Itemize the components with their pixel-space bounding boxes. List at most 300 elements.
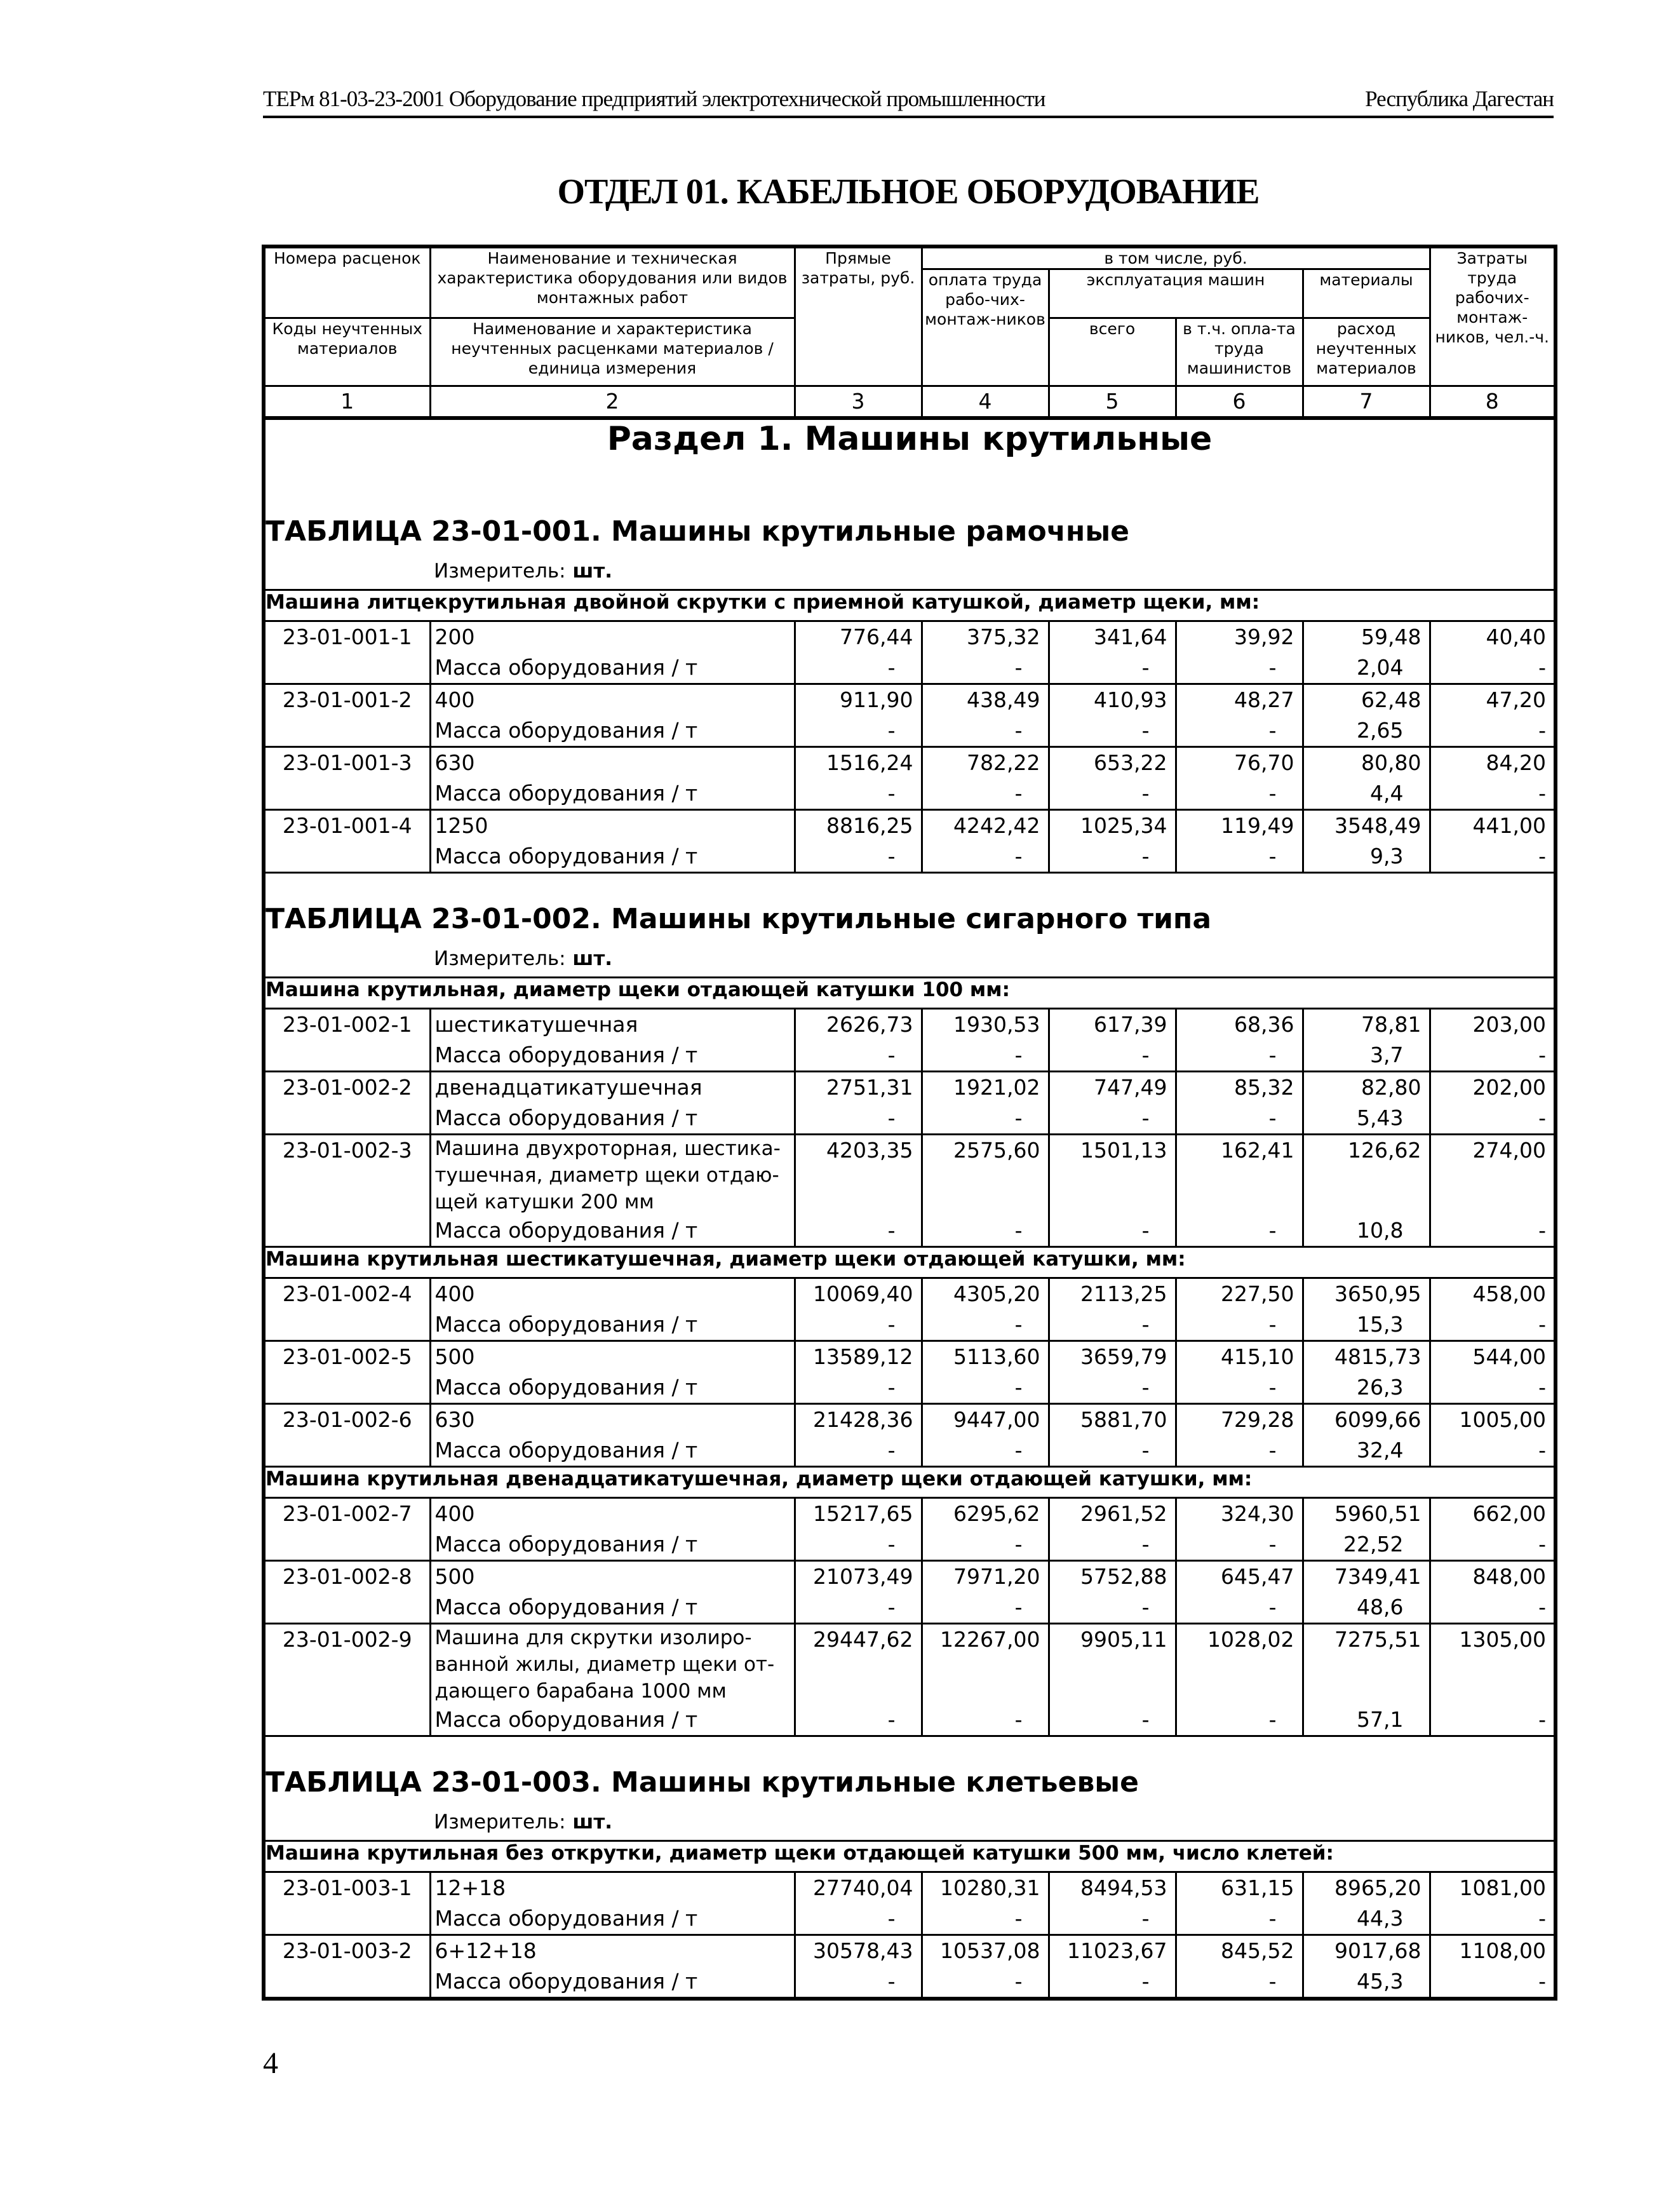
rate-code: 23-01-002-3 — [264, 1135, 430, 1216]
operator-pay: 85,32 — [1176, 1072, 1303, 1104]
mass-label: Масса оборудования / т — [430, 1435, 795, 1467]
rate-name: 400 — [430, 1278, 795, 1310]
mass-direct: - — [795, 1903, 922, 1935]
labor-hours: 441,00 — [1430, 810, 1556, 842]
rate-code: 23-01-001-1 — [264, 621, 430, 653]
materials: 3548,49 — [1303, 810, 1430, 842]
worker-pay: 12267,00 — [922, 1624, 1049, 1705]
equipment-mass: 9,3 — [1303, 841, 1430, 873]
mass-labor: - — [1430, 1966, 1556, 1999]
mass-operator: - — [1176, 1215, 1303, 1247]
group-title-row — [264, 1467, 1556, 1498]
table-title-row — [264, 515, 1556, 560]
labor-hours: 274,00 — [1430, 1135, 1556, 1216]
col-header-material-names: Наименование и характеристика неучтенных расценками материалов / единица измерения — [430, 318, 795, 386]
worker-pay: 2575,60 — [922, 1135, 1049, 1216]
section-heading-row — [264, 418, 1556, 515]
mass-labor: - — [1430, 1103, 1556, 1135]
rate-row — [264, 747, 1556, 779]
mass-pay: - — [922, 841, 1049, 873]
mass-row — [264, 652, 1556, 684]
materials: 6099,66 — [1303, 1404, 1430, 1436]
machines-total: 1501,13 — [1049, 1135, 1176, 1216]
direct-costs: 1516,24 — [795, 747, 922, 779]
mass-machines: - — [1049, 841, 1176, 873]
header-region: Республика Дагестан — [1365, 86, 1554, 111]
operator-pay: 48,27 — [1176, 684, 1303, 716]
labor-hours: 84,20 — [1430, 747, 1556, 779]
mass-pay: - — [922, 1103, 1049, 1135]
header-document-title: ТЕРм 81-03-23-2001 Оборудование предприятий электротехнической промышленности — [263, 86, 1045, 111]
materials: 80,80 — [1303, 747, 1430, 779]
mass-pay: - — [922, 778, 1049, 810]
equipment-mass: 10,8 — [1303, 1215, 1430, 1247]
table-spacer-row — [264, 1736, 1556, 1767]
materials: 126,62 — [1303, 1135, 1430, 1216]
meter-label: Измеритель: — [434, 560, 566, 583]
direct-costs: 911,90 — [795, 684, 922, 716]
materials: 7349,41 — [1303, 1561, 1430, 1593]
equipment-mass: 48,6 — [1303, 1592, 1430, 1624]
rate-name: 6+12+18 — [430, 1935, 795, 1967]
col-number: 5 — [1049, 386, 1176, 419]
rate-code: 23-01-001-3 — [264, 747, 430, 779]
mass-labor: - — [1430, 1372, 1556, 1404]
machines-total: 653,22 — [1049, 747, 1176, 779]
mass-machines: - — [1049, 1903, 1176, 1935]
labor-hours: 1305,00 — [1430, 1624, 1556, 1705]
equipment-mass: 15,3 — [1303, 1309, 1430, 1341]
labor-hours: 1005,00 — [1430, 1404, 1556, 1436]
direct-costs: 13589,12 — [795, 1341, 922, 1373]
materials: 82,80 — [1303, 1072, 1430, 1104]
meter-cell — [264, 1811, 1556, 1841]
machines-total: 8494,53 — [1049, 1872, 1176, 1904]
mass-machines: - — [1049, 1040, 1176, 1072]
mass-machines: - — [1049, 1372, 1176, 1404]
col-header-labor-hours: Затраты труда рабочих-монтаж-ников, чел.-ч. — [1430, 247, 1556, 386]
mass-machines: - — [1049, 1103, 1176, 1135]
mass-operator: - — [1176, 1592, 1303, 1624]
worker-pay: 438,49 — [922, 684, 1049, 716]
col-header-machine-operation: эксплуатация машин — [1049, 269, 1303, 318]
group-title: Машина крутильная шестикатушечная, диаметр щеки отдающей катушки, мм: — [264, 1247, 1556, 1278]
labor-hours: 1081,00 — [1430, 1872, 1556, 1904]
mass-machines: - — [1049, 652, 1176, 684]
rate-row — [264, 1404, 1556, 1436]
mass-operator: - — [1176, 1529, 1303, 1561]
materials: 9017,68 — [1303, 1935, 1430, 1967]
mass-code — [264, 1372, 430, 1404]
rate-code: 23-01-002-8 — [264, 1561, 430, 1593]
worker-pay: 4305,20 — [922, 1278, 1049, 1310]
operator-pay: 729,28 — [1176, 1404, 1303, 1436]
mass-code — [264, 1435, 430, 1467]
col-number: 4 — [922, 386, 1049, 419]
mass-direct: - — [795, 1529, 922, 1561]
labor-hours: 458,00 — [1430, 1278, 1556, 1310]
mass-direct: - — [795, 715, 922, 747]
column-numbers-row — [264, 386, 1556, 419]
mass-label: Масса оборудования / т — [430, 1103, 795, 1135]
machines-total: 341,64 — [1049, 621, 1176, 653]
rate-name: 630 — [430, 1404, 795, 1436]
rate-row — [264, 810, 1556, 842]
col-header-rate-number: Номера расценок — [264, 247, 430, 318]
direct-costs: 29447,62 — [795, 1624, 922, 1705]
rate-code: 23-01-002-7 — [264, 1498, 430, 1530]
rate-name: Машина для скрутки изолиро-ванной жилы, диаметр щеки от-дающего барабана 1000 мм — [430, 1624, 795, 1705]
rate-row — [264, 1278, 1556, 1310]
machines-total: 2113,25 — [1049, 1278, 1176, 1310]
rate-name: 400 — [430, 1498, 795, 1530]
mass-label: Масса оборудования / т — [430, 841, 795, 873]
mass-direct: - — [795, 1040, 922, 1072]
mass-row — [264, 1529, 1556, 1561]
worker-pay: 5113,60 — [922, 1341, 1049, 1373]
rate-row — [264, 684, 1556, 716]
operator-pay: 162,41 — [1176, 1135, 1303, 1216]
mass-direct: - — [795, 652, 922, 684]
rate-code: 23-01-003-2 — [264, 1935, 430, 1967]
rate-name: 630 — [430, 747, 795, 779]
labor-hours: 40,40 — [1430, 621, 1556, 653]
mass-pay: - — [922, 1309, 1049, 1341]
table-title: ТАБЛИЦА 23-01-002. Машины крутильные сигарного типа — [264, 903, 1556, 947]
materials: 3650,95 — [1303, 1278, 1430, 1310]
mass-row — [264, 715, 1556, 747]
col-header-materials: материалы — [1303, 269, 1430, 318]
worker-pay: 10537,08 — [922, 1935, 1049, 1967]
equipment-mass: 2,04 — [1303, 652, 1430, 684]
mass-operator: - — [1176, 841, 1303, 873]
mass-operator: - — [1176, 1966, 1303, 1999]
mass-row — [264, 778, 1556, 810]
labor-hours: 1108,00 — [1430, 1935, 1556, 1967]
operator-pay: 76,70 — [1176, 747, 1303, 779]
mass-direct: - — [795, 1705, 922, 1736]
meter-label: Измеритель: — [434, 1811, 566, 1834]
direct-costs: 8816,25 — [795, 810, 922, 842]
worker-pay: 1930,53 — [922, 1009, 1049, 1041]
mass-operator: - — [1176, 1372, 1303, 1404]
mass-direct: - — [795, 1309, 922, 1341]
mass-label: Масса оборудования / т — [430, 1903, 795, 1935]
mass-label: Масса оборудования / т — [430, 652, 795, 684]
mass-operator: - — [1176, 1903, 1303, 1935]
rate-code: 23-01-002-2 — [264, 1072, 430, 1104]
labor-hours: 203,00 — [1430, 1009, 1556, 1041]
equipment-mass: 32,4 — [1303, 1435, 1430, 1467]
mass-row — [264, 1372, 1556, 1404]
mass-operator: - — [1176, 778, 1303, 810]
rate-row — [264, 1561, 1556, 1593]
mass-direct: - — [795, 841, 922, 873]
mass-code — [264, 1040, 430, 1072]
direct-costs: 2751,31 — [795, 1072, 922, 1104]
mass-operator: - — [1176, 652, 1303, 684]
equipment-mass: 57,1 — [1303, 1705, 1430, 1736]
mass-pay: - — [922, 1705, 1049, 1736]
direct-costs: 10069,40 — [795, 1278, 922, 1310]
mass-code — [264, 841, 430, 873]
rate-name: 500 — [430, 1341, 795, 1373]
department-title: ОТДЕЛ 01. КАБЕЛЬНОЕ ОБОРУДОВАНИЕ — [557, 172, 1260, 212]
mass-pay: - — [922, 1372, 1049, 1404]
mass-direct: - — [795, 1435, 922, 1467]
rate-code: 23-01-002-6 — [264, 1404, 430, 1436]
mass-row — [264, 1966, 1556, 1999]
col-header-name: Наименование и техническая характеристика оборудования или видов монтажных работ — [430, 247, 795, 318]
mass-operator: - — [1176, 1705, 1303, 1736]
meter-cell — [264, 947, 1556, 978]
mass-row — [264, 1309, 1556, 1341]
group-title: Машина крутильная двенадцатикатушечная, диаметр щеки отдающей катушки, мм: — [264, 1467, 1556, 1498]
mass-labor: - — [1430, 715, 1556, 747]
rate-row — [264, 621, 1556, 653]
mass-direct: - — [795, 778, 922, 810]
meter-cell — [264, 560, 1556, 590]
mass-label: Масса оборудования / т — [430, 778, 795, 810]
labor-hours: 544,00 — [1430, 1341, 1556, 1373]
mass-operator: - — [1176, 1040, 1303, 1072]
mass-pay: - — [922, 1903, 1049, 1935]
col-header-including: в том числе, руб. — [922, 247, 1430, 269]
machines-total: 5881,70 — [1049, 1404, 1176, 1436]
col-number: 2 — [430, 386, 795, 419]
mass-machines: - — [1049, 778, 1176, 810]
page-number: 4 — [263, 2046, 278, 2080]
equipment-mass: 44,3 — [1303, 1903, 1430, 1935]
mass-code — [264, 1903, 430, 1935]
worker-pay: 375,32 — [922, 621, 1049, 653]
mass-labor: - — [1430, 1592, 1556, 1624]
materials: 4815,73 — [1303, 1341, 1430, 1373]
mass-direct: - — [795, 1103, 922, 1135]
mass-row — [264, 1705, 1556, 1736]
col-header-machines-total: всего — [1049, 318, 1176, 386]
rate-name: 12+18 — [430, 1872, 795, 1904]
equipment-mass: 2,65 — [1303, 715, 1430, 747]
table-title: ТАБЛИЦА 23-01-001. Машины крутильные рамочные — [264, 515, 1556, 560]
mass-labor: - — [1430, 1435, 1556, 1467]
mass-labor: - — [1430, 778, 1556, 810]
mass-code — [264, 652, 430, 684]
group-title: Машина литцекрутильная двойной скрутки с приемной катушкой, диаметр щеки, мм: — [264, 590, 1556, 621]
labor-hours: 848,00 — [1430, 1561, 1556, 1593]
mass-direct: - — [795, 1372, 922, 1404]
mass-machines: - — [1049, 1529, 1176, 1561]
mass-code — [264, 1592, 430, 1624]
table-title-row — [264, 1766, 1556, 1811]
equipment-mass: 5,43 — [1303, 1103, 1430, 1135]
col-header-material-consumption: расход неучтенных материалов — [1303, 318, 1430, 386]
rate-code: 23-01-002-1 — [264, 1009, 430, 1041]
mass-pay: - — [922, 1966, 1049, 1999]
mass-machines: - — [1049, 715, 1176, 747]
mass-label: Масса оборудования / т — [430, 1705, 795, 1736]
col-header-operator-pay: в т.ч. опла-та труда машинистов — [1176, 318, 1303, 386]
mass-label: Масса оборудования / т — [430, 1966, 795, 1999]
operator-pay: 227,50 — [1176, 1278, 1303, 1310]
header-row-1 — [264, 247, 1556, 269]
mass-label: Масса оборудования / т — [430, 715, 795, 747]
meter-label: Измеритель: — [434, 947, 566, 970]
col-header-direct-costs: Прямые затраты, руб. — [795, 247, 922, 386]
operator-pay: 631,15 — [1176, 1872, 1303, 1904]
machines-total: 2961,52 — [1049, 1498, 1176, 1530]
table-title: ТАБЛИЦА 23-01-003. Машины крутильные клетьевые — [264, 1766, 1556, 1811]
machines-total: 11023,67 — [1049, 1935, 1176, 1967]
mass-label: Масса оборудования / т — [430, 1529, 795, 1561]
mass-row — [264, 1435, 1556, 1467]
mass-operator: - — [1176, 1103, 1303, 1135]
worker-pay: 1921,02 — [922, 1072, 1049, 1104]
mass-labor: - — [1430, 1529, 1556, 1561]
mass-pay: - — [922, 1592, 1049, 1624]
mass-pay: - — [922, 715, 1049, 747]
materials: 5960,51 — [1303, 1498, 1430, 1530]
mass-machines: - — [1049, 1309, 1176, 1341]
mass-row — [264, 1215, 1556, 1247]
machines-total: 9905,11 — [1049, 1624, 1176, 1705]
mass-code — [264, 1529, 430, 1561]
group-title: Машина крутильная без открутки, диаметр щеки отдающей катушки 500 мм, число клетей: — [264, 1841, 1556, 1872]
machines-total: 1025,34 — [1049, 810, 1176, 842]
col-header-material-codes: Коды неучтенных материалов — [264, 318, 430, 386]
mass-direct: - — [795, 1215, 922, 1247]
worker-pay: 9447,00 — [922, 1404, 1049, 1436]
equipment-mass: 45,3 — [1303, 1966, 1430, 1999]
materials: 59,48 — [1303, 621, 1430, 653]
col-header-worker-pay: оплата труда рабо-чих-монтаж-ников — [922, 269, 1049, 386]
mass-code — [264, 1966, 430, 1999]
operator-pay: 324,30 — [1176, 1498, 1303, 1530]
operator-pay: 119,49 — [1176, 810, 1303, 842]
mass-machines: - — [1049, 1215, 1176, 1247]
materials: 62,48 — [1303, 684, 1430, 716]
mass-code — [264, 1309, 430, 1341]
equipment-mass: 4,4 — [1303, 778, 1430, 810]
col-number: 3 — [795, 386, 922, 419]
mass-label: Масса оборудования / т — [430, 1215, 795, 1247]
rate-code: 23-01-001-2 — [264, 684, 430, 716]
meter-row — [264, 1811, 1556, 1841]
group-title-row — [264, 978, 1556, 1009]
materials: 7275,51 — [1303, 1624, 1430, 1705]
worker-pay: 6295,62 — [922, 1498, 1049, 1530]
machines-total: 617,39 — [1049, 1009, 1176, 1041]
mass-operator: - — [1176, 715, 1303, 747]
meter-unit: шт. — [572, 560, 613, 583]
rates-table — [262, 245, 1557, 2001]
group-title-row — [264, 1247, 1556, 1278]
section-title: Раздел 1. Машины крутильные — [264, 418, 1556, 515]
group-title-row — [264, 590, 1556, 621]
operator-pay: 1028,02 — [1176, 1624, 1303, 1705]
mass-labor: - — [1430, 1903, 1556, 1935]
labor-hours: 662,00 — [1430, 1498, 1556, 1530]
rate-row — [264, 1341, 1556, 1373]
mass-label: Масса оборудования / т — [430, 1592, 795, 1624]
mass-machines: - — [1049, 1435, 1176, 1467]
tables-body — [264, 515, 1556, 1999]
mass-operator: - — [1176, 1309, 1303, 1341]
equipment-mass: 26,3 — [1303, 1372, 1430, 1404]
materials: 78,81 — [1303, 1009, 1430, 1041]
labor-hours: 202,00 — [1430, 1072, 1556, 1104]
rate-name: шестикатушечная — [430, 1009, 795, 1041]
rate-row — [264, 1624, 1556, 1705]
rate-code: 23-01-001-4 — [264, 810, 430, 842]
machines-total: 410,93 — [1049, 684, 1176, 716]
mass-row — [264, 1903, 1556, 1935]
mass-code — [264, 1103, 430, 1135]
operator-pay: 845,52 — [1176, 1935, 1303, 1967]
meter-row — [264, 947, 1556, 978]
mass-labor: - — [1430, 1705, 1556, 1736]
direct-costs: 21073,49 — [795, 1561, 922, 1593]
mass-label: Масса оборудования / т — [430, 1372, 795, 1404]
direct-costs: 776,44 — [795, 621, 922, 653]
operator-pay: 645,47 — [1176, 1561, 1303, 1593]
mass-code — [264, 778, 430, 810]
table-spacer-row — [264, 873, 1556, 903]
mass-label: Масса оборудования / т — [430, 1040, 795, 1072]
machines-total: 5752,88 — [1049, 1561, 1176, 1593]
mass-labor: - — [1430, 652, 1556, 684]
spacer-cell — [264, 1736, 1556, 1767]
page-header — [263, 76, 1554, 118]
rate-name: 200 — [430, 621, 795, 653]
col-number: 1 — [264, 386, 430, 419]
mass-label: Масса оборудования / т — [430, 1309, 795, 1341]
mass-pay: - — [922, 652, 1049, 684]
machines-total: 3659,79 — [1049, 1341, 1176, 1373]
mass-row — [264, 1040, 1556, 1072]
direct-costs: 2626,73 — [795, 1009, 922, 1041]
meter-unit: шт. — [572, 1811, 613, 1834]
worker-pay: 7971,20 — [922, 1561, 1049, 1593]
direct-costs: 30578,43 — [795, 1935, 922, 1967]
rate-row — [264, 1498, 1556, 1530]
mass-row — [264, 1103, 1556, 1135]
mass-pay: - — [922, 1435, 1049, 1467]
col-number: 6 — [1176, 386, 1303, 419]
rate-code: 23-01-002-9 — [264, 1624, 430, 1705]
rate-name: 400 — [430, 684, 795, 716]
operator-pay: 39,92 — [1176, 621, 1303, 653]
mass-pay: - — [922, 1215, 1049, 1247]
worker-pay: 782,22 — [922, 747, 1049, 779]
direct-costs: 21428,36 — [795, 1404, 922, 1436]
mass-machines: - — [1049, 1705, 1176, 1736]
equipment-mass: 3,7 — [1303, 1040, 1430, 1072]
rate-code: 23-01-002-5 — [264, 1341, 430, 1373]
mass-labor: - — [1430, 1309, 1556, 1341]
materials: 8965,20 — [1303, 1872, 1430, 1904]
spacer-cell — [264, 873, 1556, 903]
mass-pay: - — [922, 1529, 1049, 1561]
group-title-row — [264, 1841, 1556, 1872]
operator-pay: 415,10 — [1176, 1341, 1303, 1373]
meter-unit: шт. — [572, 947, 613, 970]
direct-costs: 27740,04 — [795, 1872, 922, 1904]
mass-pay: - — [922, 1040, 1049, 1072]
worker-pay: 10280,31 — [922, 1872, 1049, 1904]
rate-name: 1250 — [430, 810, 795, 842]
mass-row — [264, 1592, 1556, 1624]
